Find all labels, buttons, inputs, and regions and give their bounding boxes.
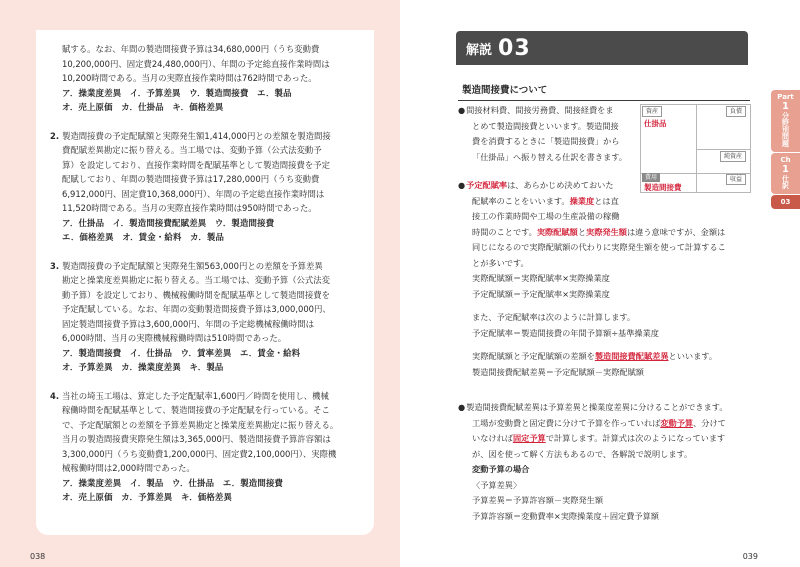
question-text-line: 稼働時間を配賦基準として、製造間接費の予定配賦を行っている。そこ — [62, 405, 330, 415]
b2-line: とが多いです。 — [472, 257, 529, 268]
question-text-line: 10,200,000円、固定費24,480,000円）、年間の予定総直接作業時間は — [62, 58, 330, 69]
question-text — [50, 42, 368, 505]
question-text-line: で、予定配賦額との差額を予算差異勘定と操業度差異勘定に振り替える。 — [62, 419, 339, 430]
b1-line: 費を消費するときに「製造間接費」から — [472, 136, 620, 146]
spacer — [50, 115, 368, 129]
section-title: 製造間接費について — [458, 82, 750, 101]
formula-actual-allocation: 実際配賦額＝実際配賦率×実際操業度 — [472, 273, 610, 283]
b3-line: いなければ固定予算で計算します。計算式は次のようになっています — [472, 433, 726, 443]
question-text-line: 動予算）を設定しており、機械稼働時間を配賦基準として製造間接費を — [62, 289, 330, 300]
answer-options-line: オ．売上原価 カ．仕掛品 キ．価格差異 — [62, 102, 224, 112]
question-number: 3. — [50, 260, 60, 271]
question-text-line: 算）を設定しており、直接作業時間を配賦基準として製造間接費を予定 — [62, 159, 330, 170]
tab-chapter[interactable] — [771, 153, 800, 194]
tab-part[interactable] — [771, 90, 800, 152]
right-page — [400, 0, 800, 567]
b1-line: とめて製造間接費といいます。製造間接 — [472, 120, 619, 131]
b3-line: が、図を使って解く方法もあるので、各解説で説明します。 — [472, 448, 693, 459]
question-text-line: 固定製造間接費予算は3,600,000円、年間の予定総機械稼働時間は — [62, 318, 314, 329]
question-number: 4. — [50, 390, 60, 401]
answer-options-line: オ．売上原価 カ．予算差異 キ．価格差異 — [62, 492, 233, 502]
question-text-line: 当月の製造間接費実際発生額は3,365,000円、製造間接費予算許容額は — [62, 434, 331, 444]
heading-budget-variance: 〈予算差異〉 — [472, 479, 522, 490]
question-text-line: 械稼働時間は2,000時間であった。 — [62, 463, 195, 473]
question-text-line: 6,912,000円、固定費10,368,000円）、年間の予定総直接作業時間は — [62, 188, 325, 199]
tab-section-number: 03 — [780, 198, 791, 206]
tab-part-title: 分野別問題 — [781, 112, 790, 147]
question-start-line — [50, 389, 368, 404]
b2-line: 接工の作業時間や工場の生産設備の稼働 — [472, 211, 620, 221]
question-text-line: 3,300,000円（うち変動費1,200,000円、固定費2,100,000円）、実際機 — [62, 448, 337, 459]
b2-line: 同じになるので実際配賦額の代わりに実際発生額を使って計算するこ — [472, 242, 726, 252]
bullet-1 — [458, 103, 640, 165]
question-text-line: 11,520時間である。当月の実際直接作業時間は950時間であった。 — [62, 203, 317, 213]
side-tabs — [771, 90, 800, 210]
header-label: 解説 — [466, 42, 493, 58]
question-start-line — [50, 259, 368, 274]
question-text-line: 製造間接費の予定配賦額と実際発生額1,414,000円との差額を製造間接 — [62, 130, 331, 141]
wip-label: 仕掛品 — [644, 119, 667, 128]
b3-line: 工場が変動費と固定費に分けて予算を作っていれば変動予算、分けて — [472, 417, 726, 428]
b3-line: ● 製造間接費配賦差異は予算差異と操業度差異に分けることができます。 — [458, 400, 750, 416]
formula-budget-variance: 予算差異＝予算許容額－実際発生額 — [472, 495, 604, 505]
tag-assets: 資産 — [642, 106, 662, 117]
page-number-right: 039 — [742, 552, 758, 561]
spacer — [50, 245, 368, 259]
header-number: 03 — [498, 35, 531, 61]
tab-chapter-number: 1 — [782, 164, 789, 175]
bullet-3 — [458, 400, 750, 524]
tag-cost: 費用 — [642, 173, 660, 182]
question-text-line: 製造間接費の予定配賦額と実際発生額563,000円との差額を予算差異 — [62, 260, 323, 271]
formula-budget-allowance: 予算許容額＝変動費率×実際操業度＋固定費予算額 — [472, 510, 659, 521]
answer-options-line: エ．価格差異 オ．賃金・給料 カ．製品 — [62, 232, 225, 242]
tag-equity: 純資産 — [720, 151, 746, 162]
formula-planned-rate: 予定配賦率＝製造間接費の年間予算額÷基準操業度 — [472, 327, 659, 338]
question-text-line: 費配賦差異勘定に振り替える。当工場では、変動予算（公式法変動予 — [62, 145, 322, 155]
moh-label: 製造間接費 — [644, 183, 682, 192]
tab-section[interactable] — [771, 195, 800, 209]
question-text-line: 6,000時間、当月の実際機械稼働時間は510時間であった。 — [62, 333, 287, 343]
answer-options-line: ア．仕掛品 イ．製造間接費配賦差異 ウ．製造間接費 — [62, 217, 275, 228]
question-text-line: 配賦しており、年間の製造間接費予算は17,280,000円（うち変動費 — [62, 174, 320, 184]
formula-variance: 製造間接費配賦差異＝予定配賦額－実際配賦額 — [472, 366, 644, 377]
b1-line: ● 間接材料費、間接労務費、間接経費をま — [458, 103, 640, 119]
b2-line: また、予定配賦率は次のように計算します。 — [472, 312, 636, 322]
question-text-line: 予定配賦している。なお、年間の変動製造間接費予算は3,000,000円、 — [62, 304, 331, 314]
explanation-header — [456, 31, 748, 65]
bullet-2 — [458, 178, 750, 380]
tag-revenue: 収益 — [726, 174, 746, 185]
question-text-line: 10,200時間である。当月の実際直接作業時間は762時間であった。 — [62, 73, 317, 83]
formula-planned-allocation: 予定配賦額＝予定配賦率×実際操業度 — [472, 288, 610, 299]
b2-line: 実際配賦額と予定配賦額の差額を製造間接費配賦差異といいます。 — [472, 351, 718, 361]
b2-line: ● 予定配賦率は、あらかじめ決めておいた — [458, 178, 750, 194]
answer-options-line: ア．操業度差異 イ．製品 ウ．仕掛品 エ．製造間接費 — [62, 477, 284, 488]
question-number: 2. — [50, 130, 60, 141]
question-card — [36, 30, 374, 535]
answer-options-line: ア．製造間接費 イ．仕掛品 ウ．賃率差異 エ．賃金・給料 — [62, 347, 301, 358]
tab-chapter-title: 仕訳 — [781, 175, 790, 189]
b1-line: 「仕掛品」へ振り替える仕訳を書きます。 — [472, 151, 627, 162]
b2-line: 時間のことです。実際配賦額と実際発生額は違う意味ですが、金額は — [472, 226, 726, 237]
question-text-line: 当社の埼玉工場は、算定した予定配賦率1,600円／時間を使用し、機械 — [62, 390, 329, 401]
tab-part-label: Part — [777, 93, 794, 101]
question-text-line: 賦する。なお、年間の製造間接費予算は34,680,000円（うち変動費 — [62, 44, 320, 54]
question-text-line: 勘定と操業度差異勘定に振り替える。当工場では、変動予算（公式法変 — [62, 275, 330, 285]
heading-variable-budget: 変動予算の場合 — [472, 464, 530, 474]
question-start-line — [50, 129, 368, 144]
tag-liabilities: 負債 — [726, 106, 746, 117]
spacer — [50, 375, 368, 389]
answer-options-line: オ．予算差異 カ．操業度差異 キ．製品 — [62, 362, 224, 372]
tab-chapter-label: Ch — [780, 156, 791, 164]
page-number-left: 038 — [30, 552, 46, 561]
answer-options-line: ア．操業度差異 イ．予算差異 ウ．製造間接費 エ．製品 — [62, 87, 292, 98]
b2-line: 配賦率のことをいいます。操業度とは直 — [472, 195, 619, 206]
tab-part-number: 1 — [782, 101, 789, 112]
